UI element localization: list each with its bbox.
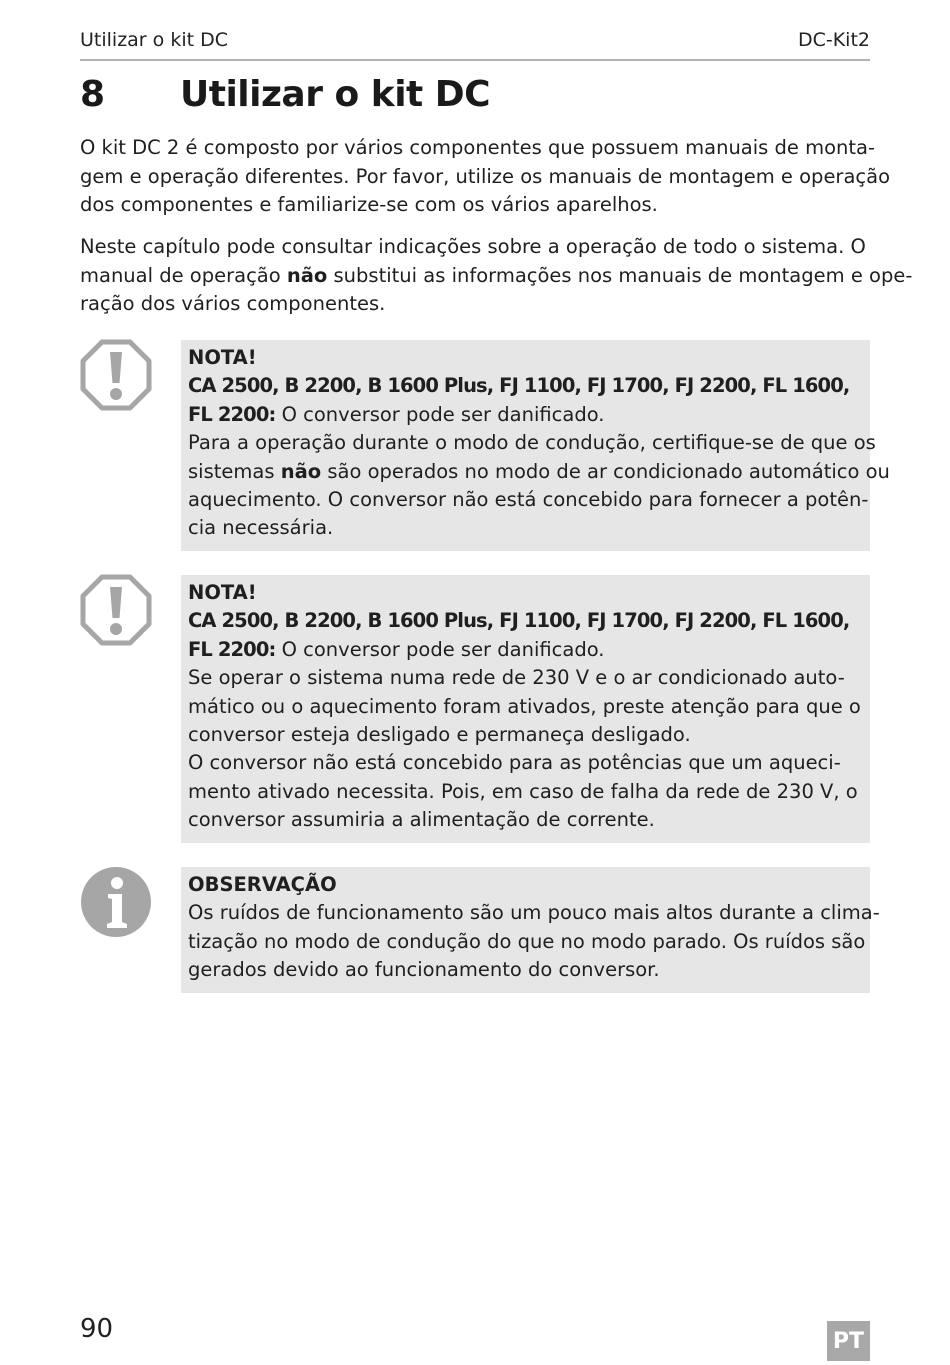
emphasis-text: não xyxy=(280,459,322,483)
text-line: mento ativado necessita. Pois, em caso de falha da rede de 230 V, o xyxy=(188,779,858,803)
note-models: CA 2500, B 2200, B 1600 Plus, FJ 1100, FJ 1700, FJ 2200, FL 1600, xyxy=(188,609,850,633)
intro-paragraph-1 xyxy=(80,134,891,220)
text-run: sistemas xyxy=(188,459,281,483)
text-run: substitui as informações nos manuais de montagem e ope- xyxy=(327,263,913,287)
text-line xyxy=(188,458,890,486)
text-line xyxy=(188,636,863,664)
note-models: CA 2500, B 2200, B 1600 Plus, FJ 1100, FJ 1700, FJ 2200, FL 1600, xyxy=(188,374,850,398)
note-label: NOTA! xyxy=(188,581,257,604)
text-line xyxy=(80,262,913,291)
note-models-tail: FL 2200: xyxy=(188,402,276,426)
emphasis-text: não xyxy=(286,263,328,287)
language-badge: PT xyxy=(827,1321,870,1361)
text-line: O kit DC 2 é composto por vários componentes que possuem manuais de monta- xyxy=(80,136,876,159)
intro-paragraph-2 xyxy=(80,233,913,319)
running-header-title: Utilizar o kit DC xyxy=(80,29,228,51)
chapter-number: 8 xyxy=(80,74,106,115)
note-label: NOTA! xyxy=(188,346,257,369)
text-line: O conversor não está concebido para as potências que um aqueci- xyxy=(188,751,841,775)
text-run: manual de operação xyxy=(80,263,287,287)
text-line: cia necessária. xyxy=(188,516,334,540)
text-line: mático ou o aquecimento foram ativados, preste atenção para que o xyxy=(188,694,861,718)
text-line: Para a operação durante o modo de condução, certifique-se de que os xyxy=(188,431,876,455)
note-models-tail: FL 2200: xyxy=(188,637,276,661)
text-line: dos componentes e familiarize-se com os vários aparelhos. xyxy=(80,193,658,216)
observation-box xyxy=(181,867,880,993)
text-line: tização no modo de condução do que no modo parado. Os ruídos são xyxy=(188,929,866,953)
text-line: conversor esteja desligado e permaneça desligado. xyxy=(188,723,691,747)
note-intro: O conversor pode ser danificado. xyxy=(275,637,605,661)
text-line: Se operar o sistema numa rede de 230 V e o ar condicionado auto- xyxy=(188,666,845,690)
note-label: OBSERVAÇÃO xyxy=(188,873,337,896)
note-box xyxy=(181,575,870,843)
chapter-title: Utilizar o kit DC xyxy=(180,74,491,115)
text-line: gem e operação diferentes. Por favor, utilize os manuais de montagem e operação xyxy=(80,164,891,188)
text-run: são operados no modo de ar condicionado automático ou xyxy=(321,459,890,483)
note-intro: O conversor pode ser danificado. xyxy=(275,402,605,426)
text-line xyxy=(188,401,863,429)
running-header-product: DC-Kit2 xyxy=(797,29,870,51)
text-line: conversor assumiria a alimentação de corrente. xyxy=(188,808,655,832)
header-divider xyxy=(80,59,870,61)
page-number: 90 xyxy=(80,1314,114,1344)
warning-octagon-icon xyxy=(80,339,152,411)
text-line: Os ruídos de funcionamento são um pouco mais altos durante a clima- xyxy=(188,901,880,925)
text-line: gerados devido ao funcionamento do conversor. xyxy=(188,958,660,982)
note-box xyxy=(181,340,890,551)
text-line: ração dos vários componentes. xyxy=(80,292,386,315)
warning-octagon-icon xyxy=(80,574,152,646)
info-icon xyxy=(80,866,152,938)
text-line: Neste capítulo pode consultar indicações sobre a operação de todo o sistema. O xyxy=(80,235,866,258)
text-line: aquecimento. O conversor não está concebido para fornecer a potên- xyxy=(188,488,869,512)
